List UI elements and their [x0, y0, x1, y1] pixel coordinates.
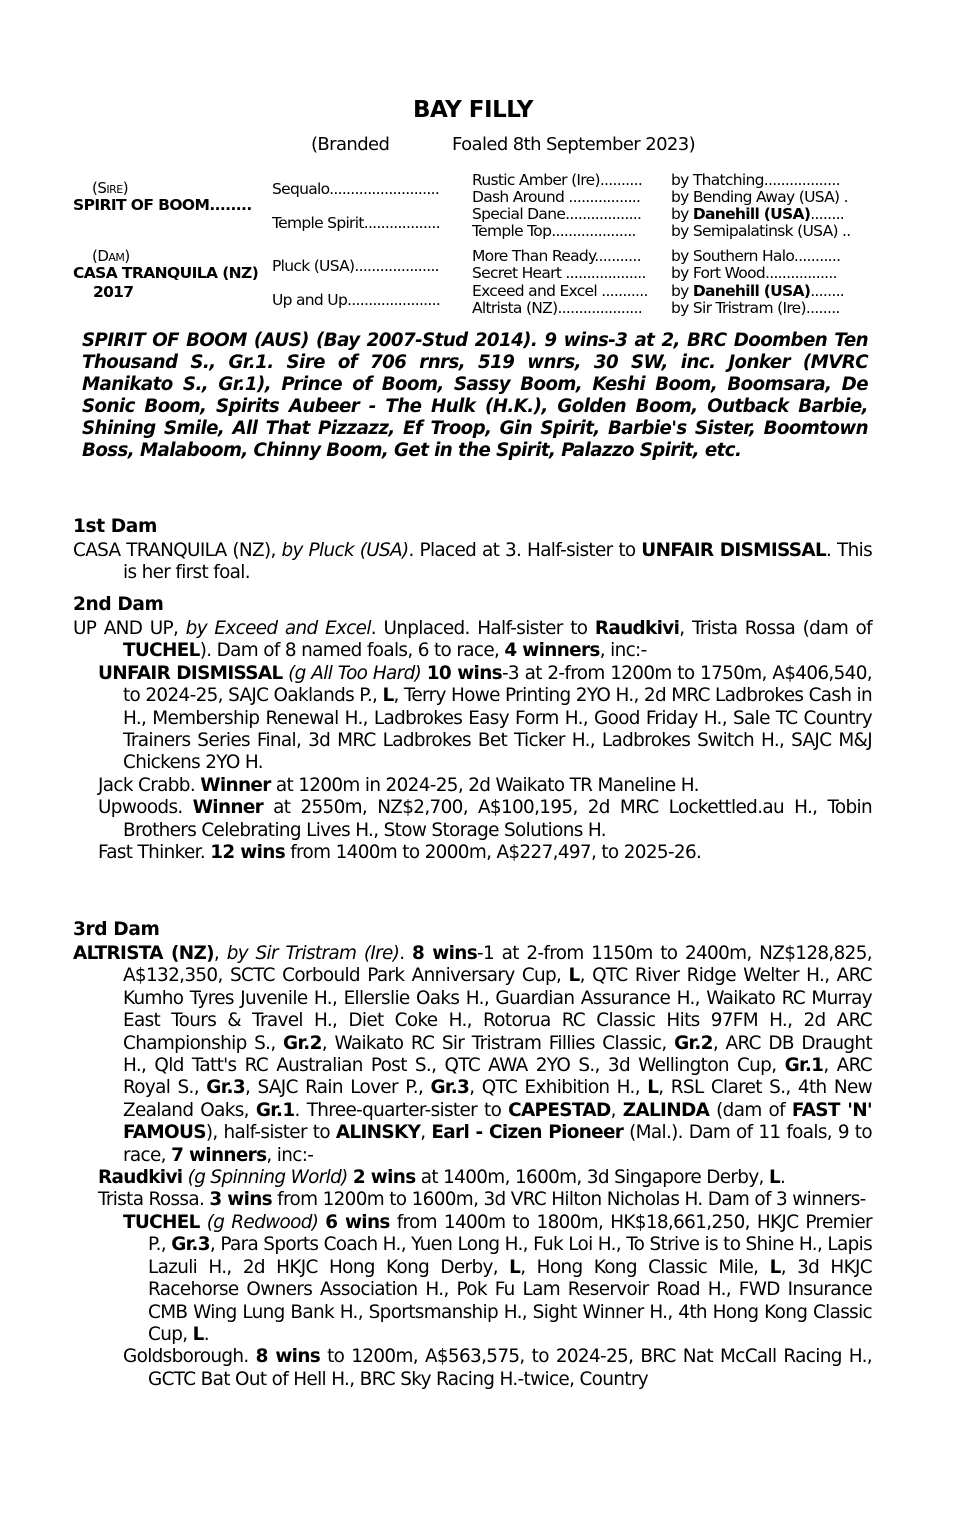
emphasis-bold: Gr.3: [206, 1077, 245, 1099]
leader-dots: ...........: [793, 248, 841, 265]
pedigree-gen4: [671, 223, 861, 240]
text-run: at 1200m in 2024-25, 2d Waikato TR Maneline H.: [270, 774, 699, 796]
first-dam-section: [73, 540, 872, 585]
text-run: from 1200m to 1600m, 3d VRC Hilton Nicholas H. Dam of 3 winners-: [271, 1189, 866, 1211]
emphasis-italic: by Exceed and Excel: [185, 618, 371, 639]
text-run: ), half-sister to: [205, 1122, 336, 1144]
emphasis-bold: Winner: [200, 774, 271, 796]
text-run: CASA TRANQUILA (NZ),: [73, 540, 282, 561]
text-run: Jack Crabb.: [98, 774, 201, 796]
ancestor-name: Danehill (USA): [692, 206, 811, 223]
emphasis-bold: 8 wins: [255, 1346, 321, 1368]
emphasis-bold: 6 wins: [325, 1211, 390, 1233]
emphasis-italic: by Sir Tristram (Ire): [226, 943, 400, 964]
text-run: UP AND UP,: [73, 618, 186, 639]
progeny-entry: [73, 775, 872, 797]
emphasis-bold: 3 wins: [209, 1189, 272, 1211]
second-dam-heading: 2nd Dam: [73, 594, 164, 615]
pedigree-gen3: Exceed and Excel ...........: [472, 283, 648, 300]
emphasis-bold: L: [382, 685, 394, 707]
emphasis-bold: L: [509, 1256, 521, 1278]
leader-dots: ........: [805, 300, 840, 317]
pedigree-gen2-dam-sire: Pluck (USA)....................: [272, 258, 439, 275]
emphasis-bold: UNFAIR DISMISSAL: [641, 540, 827, 561]
emphasis-bold: L: [768, 1167, 781, 1189]
text-run: ,: [610, 1099, 623, 1121]
emphasis-bold: L: [647, 1077, 659, 1099]
progeny-entry: [73, 1189, 872, 1211]
text-run: to 1200m, A$563,575, to 2024-25, BRC Nat McCall Racing H., GCTC Bat Out of Hell H., BRC Sky Racing H.-twice, Country: [148, 1346, 872, 1390]
emphasis-bold: L: [192, 1323, 204, 1345]
text-run: ,: [213, 943, 227, 964]
grand-progeny-entry: [73, 1212, 872, 1346]
ancestor-name: Semipalatinsk (USA): [692, 223, 838, 240]
text-run: .: [399, 943, 413, 964]
text-run: -3 at 2-from 1200m to 1750m, A$406,540, to 2024-25, SAJC Oaklands P.,: [123, 662, 872, 707]
emphasis-bold: FAST 'N' FAMOUS: [123, 1099, 872, 1144]
text-run: , QTC River Ridge Welter H., ARC Kumho Tyres Juvenile H., Ellerslie Oaks H., Guardian Assurance H., Waikato RC Murray East Tours & Travel H., Diet Coke H., Rotorua RC Classic Hits 97FM H., 2d ARC Championship S.,: [123, 965, 872, 1054]
dam-year: 2017: [93, 283, 134, 301]
text-run: , inc:-: [266, 1144, 314, 1166]
text-run: [200, 1212, 207, 1233]
first-dam-text: [73, 540, 872, 585]
by-prefix: by: [671, 223, 693, 240]
pedigree-gen3: Special Dane..................: [472, 206, 642, 223]
pedigree-gen3: Rustic Amber (Ire)..........: [472, 172, 643, 189]
pedigree-gen3: More Than Ready...........: [472, 248, 641, 265]
pedigree-gen4: [671, 189, 861, 206]
text-run: , 3d HKJC Racehorse Owners Association H., Pok Fu Lam Reservoir Road H., FWD Insurance CMB Wing Lung Bank H., Sportsmanship H., Sight Winner H., 4th Hong Kong Classic Cup,: [148, 1256, 872, 1345]
progeny-entry: [73, 797, 872, 842]
foaled-date: Foaled 8th September 2023): [452, 134, 696, 155]
emphasis-italic: by Pluck (USA): [281, 540, 409, 561]
dam-label: (Dam): [92, 247, 130, 265]
pedigree-gen4: [671, 300, 861, 317]
text-run: , Waikato RC Sir Tristram Fillies Classic,: [321, 1032, 675, 1054]
text-run: at 2550m, NZ$2,700, A$100,195, 2d MRC Lockettled.au H., Tobin Brothers Celebrating Lives H., Stow Storage Solutions H.: [123, 797, 872, 841]
text-run: , QTC Exhibition H.,: [469, 1077, 648, 1099]
emphasis-bold: Gr.3: [430, 1077, 470, 1099]
emphasis-italic: (g All Too Hard): [288, 662, 422, 684]
text-run: Upwoods.: [98, 797, 193, 819]
emphasis-bold: ALINSKY: [335, 1122, 421, 1144]
text-run: -1 at 2-from 1150m to 2400m, NZ$128,825, A$132,350, SCTC Corbould Park Anniversary Cup,: [123, 943, 872, 987]
text-run: . Three-quarter-sister to: [294, 1099, 509, 1121]
first-dam-heading: 1st Dam: [73, 516, 157, 537]
text-run: ,: [420, 1122, 432, 1144]
pedigree-gen2-dam-dam: Up and Up......................: [272, 292, 441, 309]
second-dam-section: [73, 618, 872, 864]
text-run: , RSL Claret S., 4th New Zealand Oaks,: [123, 1077, 872, 1121]
emphasis-bold: ZALINDA: [622, 1099, 710, 1121]
emphasis-bold: L: [568, 965, 580, 987]
emphasis-bold: Gr.2: [283, 1032, 322, 1054]
text-run: , Trista Rossa (dam of: [679, 618, 872, 639]
emphasis-bold: Gr.2: [674, 1032, 713, 1054]
emphasis-bold: TUCHEL: [123, 640, 200, 662]
text-run: (Mal.). Dam of 11 foals, 9 to race,: [123, 1122, 872, 1166]
emphasis-bold: 8 wins: [412, 943, 478, 964]
ancestor-name: Danehill (USA): [692, 283, 811, 300]
text-run: ). Dam of 8 named foals, 6 to race,: [199, 640, 505, 662]
by-prefix: by: [671, 283, 693, 300]
ancestor-name: Bending Away (USA): [692, 189, 840, 206]
text-run: , SAJC Rain Lover P.,: [245, 1077, 431, 1099]
leader-dots: ..: [837, 223, 851, 240]
text-run: , Terry Howe Printing 2YO H., 2d MRC Ladbrokes Cash in H., Membership Renewal H., Ladbrokes Easy Form H., Good Friday H., Sale TC Country Trainers Series Final, 3d MRC Ladbrokes Bet Ticker H., Ladbrokes Switch H., SAJC M&J Chickens 2YO H.: [123, 685, 873, 774]
text-run: Fast Thinker.: [98, 842, 211, 864]
by-prefix: by: [671, 206, 693, 223]
pedigree-gen4: [671, 265, 861, 282]
text-run: from 1400m to 2000m, A$227,497, to 2025-26.: [285, 842, 702, 864]
sire-name: SPIRIT OF BOOM........: [73, 196, 252, 214]
emphasis-bold: Raudkivi: [594, 618, 680, 639]
pedigree-gen3: Dash Around .................: [472, 189, 641, 206]
pedigree-gen2-sire-dam: Temple Spirit..................: [272, 215, 440, 232]
leader-dots: .................: [765, 265, 837, 282]
leader-dots: ..................: [763, 172, 840, 189]
pedigree-gen4: [671, 206, 861, 223]
by-prefix: by: [671, 189, 693, 206]
text-run: Trista Rossa.: [98, 1189, 210, 1211]
text-run: . Placed at 3. Half-sister to: [408, 540, 642, 561]
branded-label: (Branded: [311, 134, 390, 155]
emphasis-bold: UNFAIR DISMISSAL: [98, 662, 283, 684]
text-run: .: [203, 1323, 209, 1345]
emphasis-bold: 10 wins: [426, 662, 502, 684]
emphasis-bold: 4 winners: [504, 640, 600, 662]
leader-dots: ........: [810, 283, 845, 300]
text-run: . This is her first foal.: [123, 540, 873, 584]
third-dam-heading: 3rd Dam: [73, 919, 160, 940]
emphasis-italic: (g Spinning World): [187, 1167, 348, 1189]
emphasis-bold: L: [769, 1256, 781, 1278]
text-run: . Unplaced. Half-sister to: [370, 618, 595, 639]
leader-dots: ........: [810, 206, 845, 223]
ancestor-name: Southern Halo: [692, 248, 794, 265]
text-run: Goldsborough.: [123, 1346, 256, 1368]
by-prefix: by: [671, 248, 693, 265]
by-prefix: by: [671, 300, 693, 317]
text-run: from 1400m to 1800m, HK$18,661,250, HKJC Premier P.,: [148, 1211, 872, 1256]
page-title: BAY FILLY: [413, 97, 533, 123]
sire-label: (Sire): [92, 179, 129, 197]
text-run: , Para Sports Coach H., Yuen Long H., Fuk Loi H., To Strive is to Shine H., Lapis Lazuli H., 2d HKJC Hong Kong Derby,: [148, 1234, 872, 1278]
progeny-entry: [73, 663, 872, 775]
text-run: at 1400m, 1600m, 3d Singapore Derby,: [415, 1167, 769, 1189]
third-dam-section: [73, 943, 872, 1391]
text-run: , inc:-: [599, 640, 647, 662]
emphasis-bold: CAPESTAD: [508, 1099, 611, 1121]
pedigree-gen3: Altrista (NZ)....................: [472, 300, 642, 317]
progeny-entry: [73, 1167, 872, 1189]
text-run: , ARC DB Draught H., Qld Tatt's RC Australian Post S., QTC AWA 2YO S., 3d Wellington Cup,: [123, 1032, 872, 1077]
emphasis-bold: 7 winners: [171, 1144, 267, 1166]
third-dam-text: [73, 943, 872, 1167]
pedigree-gen4: [671, 172, 861, 189]
emphasis-bold: 2 wins: [352, 1167, 416, 1189]
emphasis-bold: Earl - Cizen Pioneer: [431, 1122, 624, 1144]
emphasis-bold: ALTRISTA (NZ): [73, 943, 214, 964]
pedigree-gen4: [671, 248, 861, 265]
emphasis-bold: TUCHEL: [123, 1211, 200, 1233]
by-prefix: by: [671, 172, 693, 189]
dam-name: CASA TRANQUILA (NZ): [73, 264, 259, 282]
ancestor-name: Sir Tristram (Ire): [692, 300, 806, 317]
emphasis-bold: Gr.3: [171, 1234, 210, 1256]
pedigree-gen3: Temple Top....................: [472, 223, 636, 240]
emphasis-bold: Winner: [192, 797, 264, 819]
text-run: , ARC Royal S.,: [123, 1055, 873, 1099]
pedigree-gen4: [671, 283, 861, 300]
emphasis-bold: 12 wins: [210, 842, 286, 864]
ancestor-name: Fort Wood: [692, 265, 765, 282]
ancestor-name: Thatching: [692, 172, 764, 189]
emphasis-bold: Gr.1: [784, 1055, 824, 1077]
pedigree-gen2-sire-sire: Sequalo..........................: [272, 181, 440, 198]
text-run: (dam of: [709, 1099, 792, 1121]
progeny-entry: [73, 842, 872, 864]
pedigree-gen3: Secret Heart ...................: [472, 265, 646, 282]
text-run: , Hong Kong Classic Mile,: [520, 1256, 770, 1278]
second-dam-text: [73, 618, 872, 663]
by-prefix: by: [671, 265, 693, 282]
sire-summary: SPIRIT OF BOOM (AUS) (Bay 2007-Stud 2014). 9 wins-3 at 2, BRC Doomben Ten Thousand S., Gr.1. Sire of 706 rnrs, 519 wnrs, 30 SW, inc. Jonker (MVRC Manikato S., Gr.1), Prince of Boom, Sassy Boom, Keshi Boom, Boomsara, De Sonic Boom, Spirits Aubeer - The Hulk (H.K.), Golden Boom, Outback Barbie, Shining Smile, All That Pizzazz, Ef Troop, Gin Spirit, Barbie's Sister, Boomtown Boss, Malaboom, Chinny Boom, Get in the Spirit, Palazzo Spirit, etc.: [82, 330, 868, 461]
text-run: .: [780, 1167, 786, 1189]
grand-progeny-entry: [73, 1346, 872, 1391]
leader-dots: .: [839, 189, 848, 206]
emphasis-bold: Raudkivi: [98, 1167, 183, 1189]
emphasis-italic: (g Redwood): [206, 1211, 319, 1233]
emphasis-bold: Gr.1: [255, 1099, 295, 1121]
